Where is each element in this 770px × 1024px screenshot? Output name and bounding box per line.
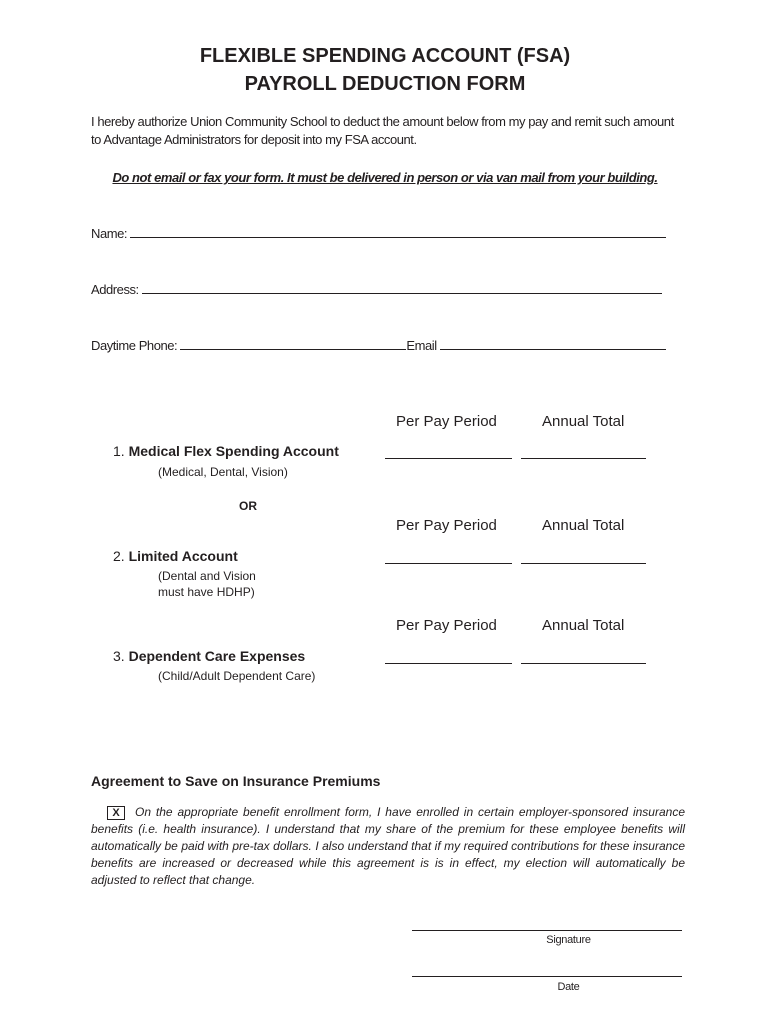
agreement-text: On the appropriate benefit enrollment form, I have enrolled in certain employer-sponsored insurance benefits (i.e. health insurance). I understand that my share of the premium for these employee benefits will automatically be paid with pre-tax dollars. I also understand that if my required contributions for these insurance benefits are increased or decreased while this agreement is is in effect, my election will automatically be adjusted to reflect that change. (91, 805, 685, 887)
per-pay-period-header-3: Per Pay Period (396, 617, 497, 634)
item-3-number: 3. (113, 648, 125, 664)
email-label: Email (406, 338, 437, 353)
item-2-per-pay-period-field[interactable] (385, 562, 512, 564)
intro-line-2: to Advantage Administrators for deposit into my FSA account. (91, 132, 417, 147)
item-3-per-pay-period-field[interactable] (385, 662, 512, 664)
address-field[interactable] (142, 283, 662, 294)
per-pay-period-header-1: Per Pay Period (396, 413, 497, 430)
name-field-row (91, 226, 666, 241)
address-label: Address: (91, 282, 139, 297)
phone-email-row (91, 338, 666, 353)
signature-field[interactable] (412, 929, 682, 931)
agreement-heading: Agreement to Save on Insurance Premiums (91, 773, 381, 789)
item-1-title (113, 443, 339, 459)
item-2-title (113, 548, 238, 564)
agreement-paragraph (91, 804, 685, 889)
form-title-line-1: FLEXIBLE SPENDING ACCOUNT (FSA) (199, 45, 571, 67)
agreement-checkbox[interactable]: X (107, 806, 125, 820)
daytime-phone-field[interactable] (180, 339, 406, 350)
item-3-annual-total-field[interactable] (521, 662, 646, 664)
date-field[interactable] (412, 975, 682, 977)
item-1-number: 1. (113, 443, 125, 459)
date-label: Date (557, 981, 580, 993)
item-3-name: Dependent Care Expenses (128, 648, 306, 664)
daytime-phone-label: Daytime Phone: (91, 338, 178, 353)
annual-total-header-2: Annual Total (542, 517, 625, 534)
intro-line-1: I hereby authorize Union Community School to deduct the amount below from my pay and remit such amount (91, 114, 674, 129)
address-field-row (91, 282, 662, 297)
form-title-line-2: PAYROLL DEDUCTION FORM (244, 73, 526, 95)
item-3-title (113, 648, 305, 664)
signature-label: Signature (546, 934, 591, 946)
item-2-number: 2. (113, 548, 125, 564)
item-2-note-line-1: (Dental and Vision (158, 569, 256, 583)
name-label: Name: (91, 226, 128, 241)
item-2-annual-total-field[interactable] (521, 562, 646, 564)
per-pay-period-header-2: Per Pay Period (396, 517, 497, 534)
or-separator: OR (239, 499, 257, 513)
item-1-note: (Medical, Dental, Vision) (158, 465, 288, 479)
annual-total-header-3: Annual Total (542, 617, 625, 634)
item-1-name: Medical Flex Spending Account (128, 443, 339, 459)
item-3-note: (Child/Adult Dependent Care) (158, 669, 316, 683)
item-2-name: Limited Account (128, 548, 238, 564)
item-1-per-pay-period-field[interactable] (385, 457, 512, 459)
name-field[interactable] (130, 227, 666, 238)
item-2-note-line-2: must have HDHP) (158, 585, 255, 599)
email-field[interactable] (440, 339, 666, 350)
delivery-notice: Do not email or fax your form. It must be delivered in person or via van mail from your building. (112, 170, 658, 185)
annual-total-header-1: Annual Total (542, 413, 625, 430)
item-1-annual-total-field[interactable] (521, 457, 646, 459)
